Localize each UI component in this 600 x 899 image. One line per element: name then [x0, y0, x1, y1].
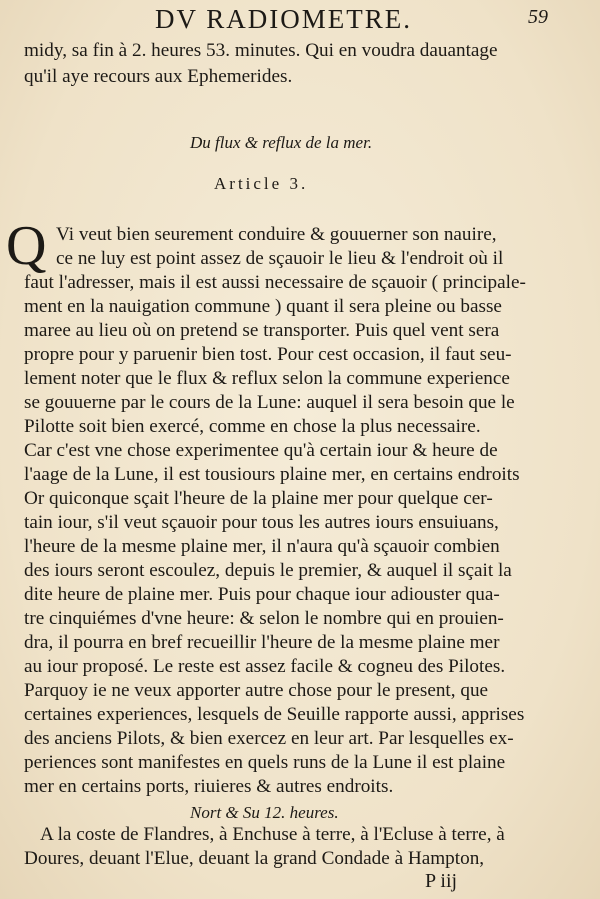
text-line: tre cinquiémes d'vne heure: & selon le nombre qui en prouien- — [24, 608, 504, 629]
text-line: dite heure de plaine mer. Puis pour chaque iour adiouster qua- — [24, 584, 500, 605]
text-line: faut l'adresser, mais il est aussi necessaire de sçauoir ( principale- — [24, 272, 526, 293]
section-heading: Du flux & reflux de la mer. — [190, 133, 373, 152]
text-line: Doures, deuant l'Elue, deuant la grand Condade à Hampton, — [24, 848, 485, 869]
text-line: au iour proposé. Le reste est assez facile & cogneu des Pilotes. — [24, 656, 506, 677]
text-line: mer en certains ports, riuieres & autres endroits. — [24, 776, 394, 797]
text-line: Or quiconque sçait l'heure de la plaine mer pour quelque cer- — [24, 488, 493, 509]
page-number: 59 — [528, 6, 548, 28]
text-line: periences sont manifestes en quels runs de la Lune il est plaine — [24, 752, 506, 773]
text-line: A la coste de Flandres, à Enchuse à terre, à l'Ecluse à terre, à — [40, 824, 505, 845]
text-line: tain iour, s'il veut sçauoir pour tous les autres iours ensuiuans, — [24, 512, 499, 533]
text-line: qu'il aye recours aux Ephemerides. — [24, 66, 293, 87]
text-line: ce ne luy est point assez de sçauoir le lieu & l'endroit où il — [56, 248, 504, 269]
text-line: Pilotte soit bien exercé, comme en chose la plus necessaire. — [24, 416, 481, 437]
text-line: Parquoy ie ne veux apporter autre chose pour le present, que — [24, 680, 489, 701]
text-line: lement noter que le flux & reflux selon la commune experience — [24, 368, 510, 389]
text-line: dra, il pourra en bref recueillir l'heure de la mesme plaine mer — [24, 632, 500, 653]
text-line: se gouuerne par le cours de la Lune: auquel il sera besoin que le — [24, 392, 515, 413]
text-line: l'heure de la mesme plaine mer, il n'aura qu'à sçauoir combien — [24, 536, 500, 557]
text-line: maree au lieu où on pretend se transporter. Puis quel vent sera — [24, 320, 500, 341]
text-line: propre pour y paruenir bien tost. Pour cest occasion, il faut seu- — [24, 344, 512, 365]
subheading: Nort & Su 12. heures. — [190, 803, 339, 822]
article-heading: Article 3. — [214, 174, 309, 193]
text-line: l'aage de la Lune, il est tousiours plaine mer, en certains endroits — [24, 464, 520, 485]
text-line: Car c'est vne chose experimentee qu'à certain iour & heure de — [24, 440, 498, 461]
text-line: certaines experiences, lesquels de Seuille rapporte aussi, apprises — [24, 704, 525, 725]
running-title: DV RADIOMETRE. — [155, 4, 412, 34]
text-line: ment en la nauigation commune ) quant il sera pleine ou basse — [24, 296, 502, 317]
drop-cap: Q — [6, 215, 47, 277]
running-head — [0, 4, 600, 38]
text-line: des iours seront escoulez, depuis le premier, & auquel il sçait la — [24, 560, 512, 581]
text-line: Vi veut bien seurement conduire & gouuerner son nauire, — [56, 224, 497, 245]
signature-mark: P iij — [425, 870, 458, 892]
text-line: midy, sa fin à 2. heures 53. minutes. Qui en voudra dauantage — [24, 40, 498, 61]
text-line: des anciens Pilots, & bien exercez en leur art. Par lesquelles ex- — [24, 728, 514, 749]
